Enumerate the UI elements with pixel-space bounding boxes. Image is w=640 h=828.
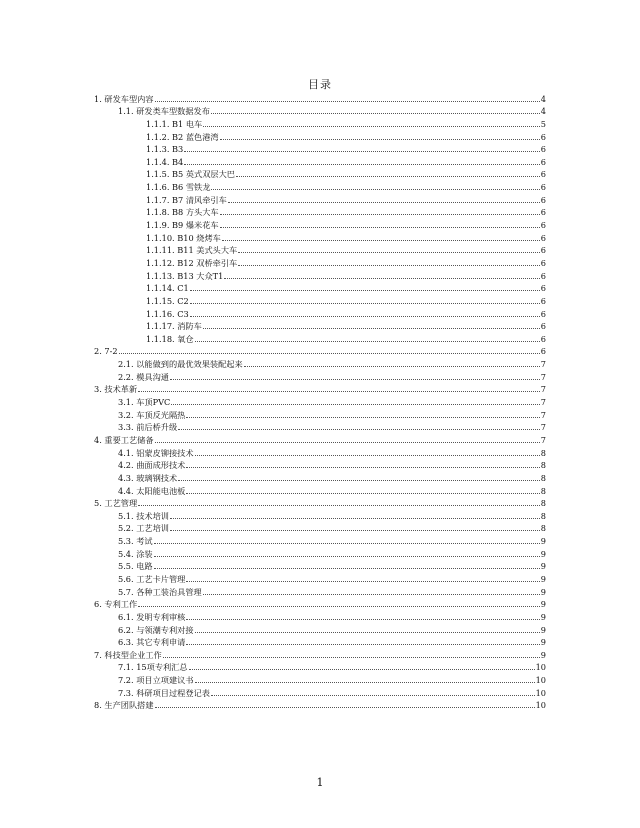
toc-entry-label: 6.2. 与领潮专利对接	[118, 624, 194, 635]
toc-leader-dots	[170, 378, 540, 380]
toc-entry-label: 2. 7-2	[94, 346, 118, 357]
toc-entry-label: 1.1.3. B3	[146, 144, 184, 155]
toc-entry-label: 7. 科技型企业工作	[94, 649, 162, 660]
toc-entry[interactable]	[94, 521, 546, 534]
toc-entry-label: 8. 生产团队搭建	[94, 700, 154, 711]
toc-entry-page: 6	[540, 257, 546, 268]
toc-entry[interactable]	[94, 685, 546, 698]
toc-leader-dots	[154, 542, 540, 544]
toc-leader-dots	[203, 593, 540, 595]
toc-entry-label: 4.2. 曲面成形技术	[118, 460, 186, 471]
toc-entry-page: 8	[540, 485, 546, 496]
toc-entry-label: 1.1.6. B6 雪铁龙	[146, 182, 211, 193]
toc-entry-label: 5.7. 各种工装治具管理	[118, 586, 202, 597]
toc-entry[interactable]	[94, 344, 546, 357]
toc-entry-label: 5. 工艺管理	[94, 498, 138, 509]
table-of-contents	[94, 91, 546, 710]
toc-entry-label: 1.1.8. B8 方头大车	[146, 207, 219, 218]
toc-leader-dots	[203, 125, 540, 127]
toc-entry-page: 7	[540, 371, 546, 382]
toc-entry[interactable]	[94, 496, 546, 509]
toc-entry[interactable]	[94, 584, 546, 597]
toc-entry-page: 8	[540, 523, 546, 534]
toc-entry-label: 3.3. 前后桥升级	[118, 422, 178, 433]
toc-entry-page: 6	[540, 283, 546, 294]
toc-entry[interactable]	[94, 369, 546, 382]
toc-entry[interactable]	[94, 205, 546, 218]
toc-entry-label: 5.3. 考试	[118, 536, 153, 547]
toc-leader-dots	[220, 213, 540, 215]
toc-entry[interactable]	[94, 483, 546, 496]
toc-entry-label: 7.2. 项目立项建议书	[118, 675, 194, 686]
toc-entry-label: 1. 研发车型内容	[94, 93, 154, 104]
toc-entry[interactable]	[94, 609, 546, 622]
toc-entry-page: 6	[540, 295, 546, 306]
toc-entry-label: 1.1.10. B10 烧烤车	[146, 232, 221, 243]
toc-entry-label: 7.1. 15项专利汇总	[118, 662, 188, 673]
toc-entry[interactable]	[94, 268, 546, 281]
toc-entry[interactable]	[94, 432, 546, 445]
toc-leader-dots	[178, 428, 540, 430]
page-number: 1	[316, 776, 324, 789]
toc-entry[interactable]	[94, 281, 546, 294]
toc-entry-page: 6	[540, 182, 546, 193]
toc-entry[interactable]	[94, 243, 546, 256]
toc-entry-label: 1.1.1. B1 电车	[146, 118, 203, 129]
toc-entry-label: 5.4. 涂装	[118, 548, 153, 559]
toc-leader-dots	[155, 441, 540, 443]
toc-leader-dots	[220, 226, 540, 228]
toc-leader-dots	[155, 706, 535, 708]
toc-leader-dots	[238, 264, 540, 266]
toc-leader-dots	[195, 454, 540, 456]
toc-leader-dots	[186, 580, 539, 582]
toc-entry-page: 6	[540, 245, 546, 256]
toc-entry-page: 6	[540, 169, 546, 180]
toc-entry-label: 1.1.7. B7 清风牵引车	[146, 194, 227, 205]
toc-entry[interactable]	[94, 407, 546, 420]
toc-leader-dots	[154, 567, 540, 569]
toc-entry-page: 8	[540, 472, 546, 483]
toc-entry[interactable]	[94, 420, 546, 433]
toc-title: 目录	[308, 78, 332, 91]
toc-entry-page: 9	[540, 548, 546, 559]
toc-leader-dots	[154, 555, 540, 557]
toc-leader-dots	[224, 277, 539, 279]
toc-entry-page: 7	[540, 434, 546, 445]
toc-entry-page: 4	[540, 93, 546, 104]
toc-leader-dots	[186, 466, 539, 468]
toc-entry-page: 7	[540, 397, 546, 408]
toc-entry-label: 5.5. 电路	[118, 561, 153, 572]
toc-entry[interactable]	[94, 660, 546, 673]
toc-entry-label: 1.1.15. C2	[146, 295, 189, 306]
toc-leader-dots	[195, 631, 540, 633]
toc-entry-page: 6	[540, 232, 546, 243]
toc-entry-label: 3.2. 车顶反光隔热	[118, 409, 186, 420]
toc-entry-page: 9	[540, 586, 546, 597]
toc-leader-dots	[186, 643, 539, 645]
toc-leader-dots	[155, 100, 540, 102]
toc-leader-dots	[184, 163, 540, 165]
toc-entry-label: 5.6. 工艺卡片管理	[118, 573, 186, 584]
toc-entry[interactable]	[94, 559, 546, 572]
toc-entry-page: 9	[540, 624, 546, 635]
toc-entry-page: 9	[540, 649, 546, 660]
toc-entry-page: 10	[535, 687, 546, 698]
toc-entry-label: 4.3. 玻璃钢技术	[118, 472, 178, 483]
toc-leader-dots	[195, 340, 540, 342]
toc-entry[interactable]	[94, 622, 546, 635]
toc-entry[interactable]	[94, 167, 546, 180]
toc-entry-page: 8	[540, 460, 546, 471]
toc-leader-dots	[138, 504, 540, 506]
toc-entry[interactable]	[94, 91, 546, 104]
toc-entry[interactable]	[94, 293, 546, 306]
toc-entry-label: 1.1.2. B2 蓝色港湾	[146, 131, 219, 142]
toc-entry-page: 6	[540, 346, 546, 357]
toc-entry-label: 1.1.12. B12 双桥牵引车	[146, 257, 238, 268]
toc-leader-dots	[220, 138, 540, 140]
toc-leader-dots	[222, 239, 540, 241]
toc-entry[interactable]	[94, 382, 546, 395]
toc-entry-label: 1.1.11. B11 美式头大车	[146, 245, 238, 256]
toc-entry-page: 9	[540, 637, 546, 648]
toc-entry[interactable]	[94, 635, 546, 648]
toc-entry-page: 7	[540, 359, 546, 370]
toc-entry[interactable]	[94, 533, 546, 546]
toc-entry-page: 6	[540, 333, 546, 344]
toc-entry-page: 6	[540, 194, 546, 205]
toc-leader-dots	[236, 175, 540, 177]
toc-entry[interactable]	[94, 394, 546, 407]
toc-entry[interactable]	[94, 331, 546, 344]
toc-entry[interactable]	[94, 192, 546, 205]
toc-entry-page: 9	[540, 561, 546, 572]
toc-entry[interactable]	[94, 129, 546, 142]
toc-leader-dots	[195, 681, 535, 683]
toc-leader-dots	[186, 618, 539, 620]
toc-entry-label: 3. 技术革新	[94, 384, 138, 395]
toc-entry[interactable]	[94, 458, 546, 471]
toc-entry-page: 9	[540, 536, 546, 547]
toc-entry-page: 6	[540, 144, 546, 155]
toc-leader-dots	[171, 403, 539, 405]
toc-entry[interactable]	[94, 445, 546, 458]
toc-leader-dots	[203, 327, 540, 329]
toc-leader-dots	[211, 694, 535, 696]
toc-entry-page: 6	[540, 308, 546, 319]
toc-entry-page: 7	[540, 384, 546, 395]
toc-entry-label: 2.2. 模具沟通	[118, 371, 169, 382]
toc-leader-dots	[190, 302, 540, 304]
toc-entry-label: 7.3. 科研项目过程登记表	[118, 687, 210, 698]
toc-entry[interactable]	[94, 571, 546, 584]
toc-entry-label: 2.1. 以能做到的最优效果装配起来	[118, 359, 243, 370]
toc-leader-dots	[190, 289, 540, 291]
toc-entry-page: 9	[540, 611, 546, 622]
toc-leader-dots	[178, 479, 540, 481]
toc-entry[interactable]	[94, 154, 546, 167]
toc-entry-label: 4.4. 太阳能电池板	[118, 485, 186, 496]
toc-entry-page: 8	[540, 510, 546, 521]
toc-entry[interactable]	[94, 116, 546, 129]
toc-entry[interactable]	[94, 319, 546, 332]
toc-entry[interactable]	[94, 597, 546, 610]
toc-entry-label: 1.1.13. B13 大众T1	[146, 270, 224, 281]
toc-leader-dots	[186, 416, 539, 418]
toc-leader-dots	[170, 529, 540, 531]
toc-entry-page: 8	[540, 498, 546, 509]
toc-entry-label: 1.1.16. C3	[146, 308, 189, 319]
toc-leader-dots	[211, 112, 540, 114]
toc-entry-label: 1.1.17. 消防车	[146, 321, 202, 332]
toc-entry-page: 6	[540, 156, 546, 167]
toc-entry-label: 1.1. 研发类车型数据发布	[118, 106, 210, 117]
toc-entry-label: 4. 重要工艺储备	[94, 434, 154, 445]
toc-leader-dots	[190, 315, 540, 317]
toc-entry-page: 7	[540, 422, 546, 433]
toc-entry-label: 3.1. 车顶PVC	[118, 397, 171, 408]
toc-entry-page: 10	[535, 675, 546, 686]
toc-entry[interactable]	[94, 508, 546, 521]
toc-leader-dots	[163, 656, 540, 658]
toc-entry[interactable]	[94, 672, 546, 685]
toc-entry-page: 6	[540, 131, 546, 142]
toc-entry-label: 1.1.9. B9 爆米花车	[146, 220, 219, 231]
toc-leader-dots	[189, 668, 535, 670]
toc-entry[interactable]	[94, 546, 546, 559]
toc-leader-dots	[119, 352, 540, 354]
toc-leader-dots	[184, 150, 540, 152]
toc-entry[interactable]	[94, 179, 546, 192]
toc-entry-page: 6	[540, 321, 546, 332]
toc-entry-page: 10	[535, 700, 546, 711]
toc-entry[interactable]	[94, 470, 546, 483]
toc-entry[interactable]	[94, 698, 546, 711]
toc-entry-page: 4	[540, 106, 546, 117]
toc-entry-label: 1.1.18. 氧仓	[146, 333, 194, 344]
toc-leader-dots	[244, 365, 540, 367]
toc-leader-dots	[186, 492, 539, 494]
toc-entry-label: 6.3. 其它专利申请	[118, 637, 186, 648]
toc-leader-dots	[211, 188, 539, 190]
toc-entry-label: 5.1. 技术培训	[118, 510, 169, 521]
toc-entry-page: 7	[540, 409, 546, 420]
toc-entry-page: 9	[540, 573, 546, 584]
toc-entry-label: 1.1.4. B4	[146, 156, 184, 167]
toc-leader-dots	[228, 201, 540, 203]
toc-leader-dots	[170, 517, 540, 519]
toc-leader-dots	[138, 605, 540, 607]
toc-entry-page: 6	[540, 220, 546, 231]
toc-entry[interactable]	[94, 306, 546, 319]
toc-entry-label: 1.1.14. C1	[146, 283, 189, 294]
toc-entry[interactable]	[94, 356, 546, 369]
toc-entry[interactable]	[94, 104, 546, 117]
toc-entry-page: 8	[540, 447, 546, 458]
toc-entry[interactable]	[94, 142, 546, 155]
toc-entry[interactable]	[94, 255, 546, 268]
toc-entry[interactable]	[94, 647, 546, 660]
toc-entry-label: 6.1. 发明专利审核	[118, 611, 186, 622]
toc-entry-label: 6. 专利工作	[94, 599, 138, 610]
toc-entry-page: 10	[535, 662, 546, 673]
toc-entry-page: 6	[540, 207, 546, 218]
toc-entry[interactable]	[94, 217, 546, 230]
toc-entry-label: 5.2. 工艺培训	[118, 523, 169, 534]
toc-entry-page: 5	[540, 118, 546, 129]
toc-leader-dots	[238, 251, 540, 253]
toc-entry-label: 4.1. 铝蒙皮铆接技术	[118, 447, 194, 458]
toc-leader-dots	[138, 390, 540, 392]
toc-entry-page: 6	[540, 270, 546, 281]
toc-entry-page: 9	[540, 599, 546, 610]
toc-entry[interactable]	[94, 230, 546, 243]
toc-entry-label: 1.1.5. B5 英式双层大巴	[146, 169, 235, 180]
